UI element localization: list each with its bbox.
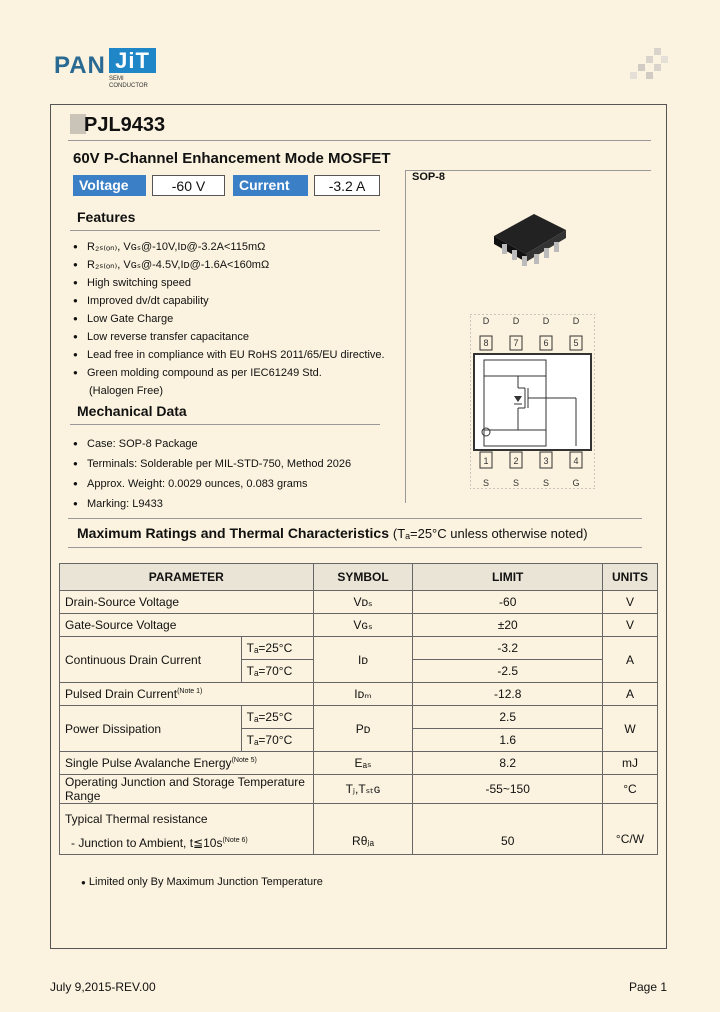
pin-label: S [542,478,550,488]
list-item: ● Low reverse transfer capacitance [73,328,393,346]
table-row: Gate-Source Voltage Vɢₛ ±20 V [60,614,658,637]
table-row: Tₐ=70°C 1.6 [60,729,658,752]
features-list [73,238,393,400]
header-units: UNITS [602,564,657,591]
pin-label: S [512,478,520,488]
table-row: Typical Thermal resistance - Junction to Ambient, $t≦10s^{(Note 6)}$ Rθⱼₐ 50 °C/W [60,804,658,855]
pin-number: 4 [573,456,579,466]
list-item: ● R₂ₛ₍ₒₙ₎, Vɢₛ@-10V,Iᴅ@-3.2A<115mΩ [73,238,393,256]
list-item: ● Marking: L9433 [73,494,393,514]
features-title: Features [77,209,136,225]
header-symbol: SYMBOL [313,564,413,591]
list-item: ● Case: SOP-8 Package [73,434,393,454]
pin-number: 3 [543,456,549,466]
divider [68,140,651,141]
footer-page: Page 1 [629,980,668,994]
logo-pan: PAN [54,52,106,79]
divider [68,518,642,519]
list-item: ● Low Gate Charge [73,310,393,328]
table-row: Pulsed Drain Current$^{(Note 1)}$ Iᴅₘ -12.8 A [60,683,658,706]
package-label: SOP-8 [412,171,446,183]
list-item: ● Lead free in compliance with EU RoHS 2011/65/EU directive. [73,346,393,364]
pin-number: 1 [483,456,489,466]
table-row: Continuous Drain Current Tₐ=25°C Iᴅ -3.2 A [60,637,658,660]
ratings-table [59,563,658,855]
pin-label: S [482,478,490,488]
pin-label: G [572,478,580,488]
pin-label: D [512,316,520,326]
bullet-icon: ● [81,878,86,887]
part-number: PJL9433 [84,114,166,136]
logo-jit: JiT [109,48,156,73]
voltage-value: -60 V [152,175,225,196]
list-item: ● Approx. Weight: 0.0029 ounces, 0.083 grams [73,474,393,494]
voltage-label: Voltage [73,175,146,196]
pinout-diagram [470,314,595,489]
pin-label: D [572,316,580,326]
divider [70,230,380,231]
pin-number: 8 [483,338,489,348]
divider [68,547,642,548]
table-row: Single Pulse Avalanche Energy$^{(Note 5)}$ Eₐₛ 8.2 mJ [60,752,658,775]
sop8-chip-icon [490,208,570,278]
decorative-squares-icon [630,48,670,88]
pin-number: 2 [513,456,519,466]
ratings-header: Maximum Ratings and Thermal Characteristics (Tₐ=25°C unless otherwise noted) [77,525,588,541]
pin-number: 5 [573,338,579,348]
list-item: ● Green molding compound as per IEC61249 Std. [73,364,393,382]
pin-label: D [542,316,550,326]
table-header-row [60,564,658,591]
list-item: ● Improved dv/dt capability [73,292,393,310]
mechanical-title: Mechanical Data [77,403,187,419]
pin-label: D [482,316,490,326]
table-row: Tₐ=70°C -2.5 [60,660,658,683]
subtitle: 60V P-Channel Enhancement Mode MOSFET [73,150,391,167]
list-item: ● Terminals: Solderable per MIL-STD-750, Method 2026 [73,454,393,474]
current-label: Current [233,175,308,196]
list-item: ● R₂ₛ₍ₒₙ₎, Vɢₛ@-4.5V,Iᴅ@-1.6A<160mΩ [73,256,393,274]
current-value: -3.2 A [314,175,380,196]
pin-number: 7 [513,338,519,348]
logo-subtitle: SEMI CONDUCTOR [109,76,148,89]
table-row: Operating Junction and Storage Temperature Range Tⱼ,Tₛₜɢ -55~150 °C [60,775,658,804]
header-limit: LIMIT [413,564,603,591]
mechanical-list [73,434,393,514]
footnote: ● Limited only By Maximum Junction Temperature [81,876,323,888]
pin-number: 6 [543,338,549,348]
footer-date: July 9,2015-REV.00 [50,980,156,994]
list-item: (Halogen Free) [89,385,163,397]
divider [70,424,380,425]
header-parameter: PARAMETER [60,564,314,591]
list-item: ● High switching speed [73,274,393,292]
table-row: Power Dissipation Tₐ=25°C Pᴅ 2.5 W [60,706,658,729]
table-row: Drain-Source Voltage Vᴅₛ -60 V [60,591,658,614]
